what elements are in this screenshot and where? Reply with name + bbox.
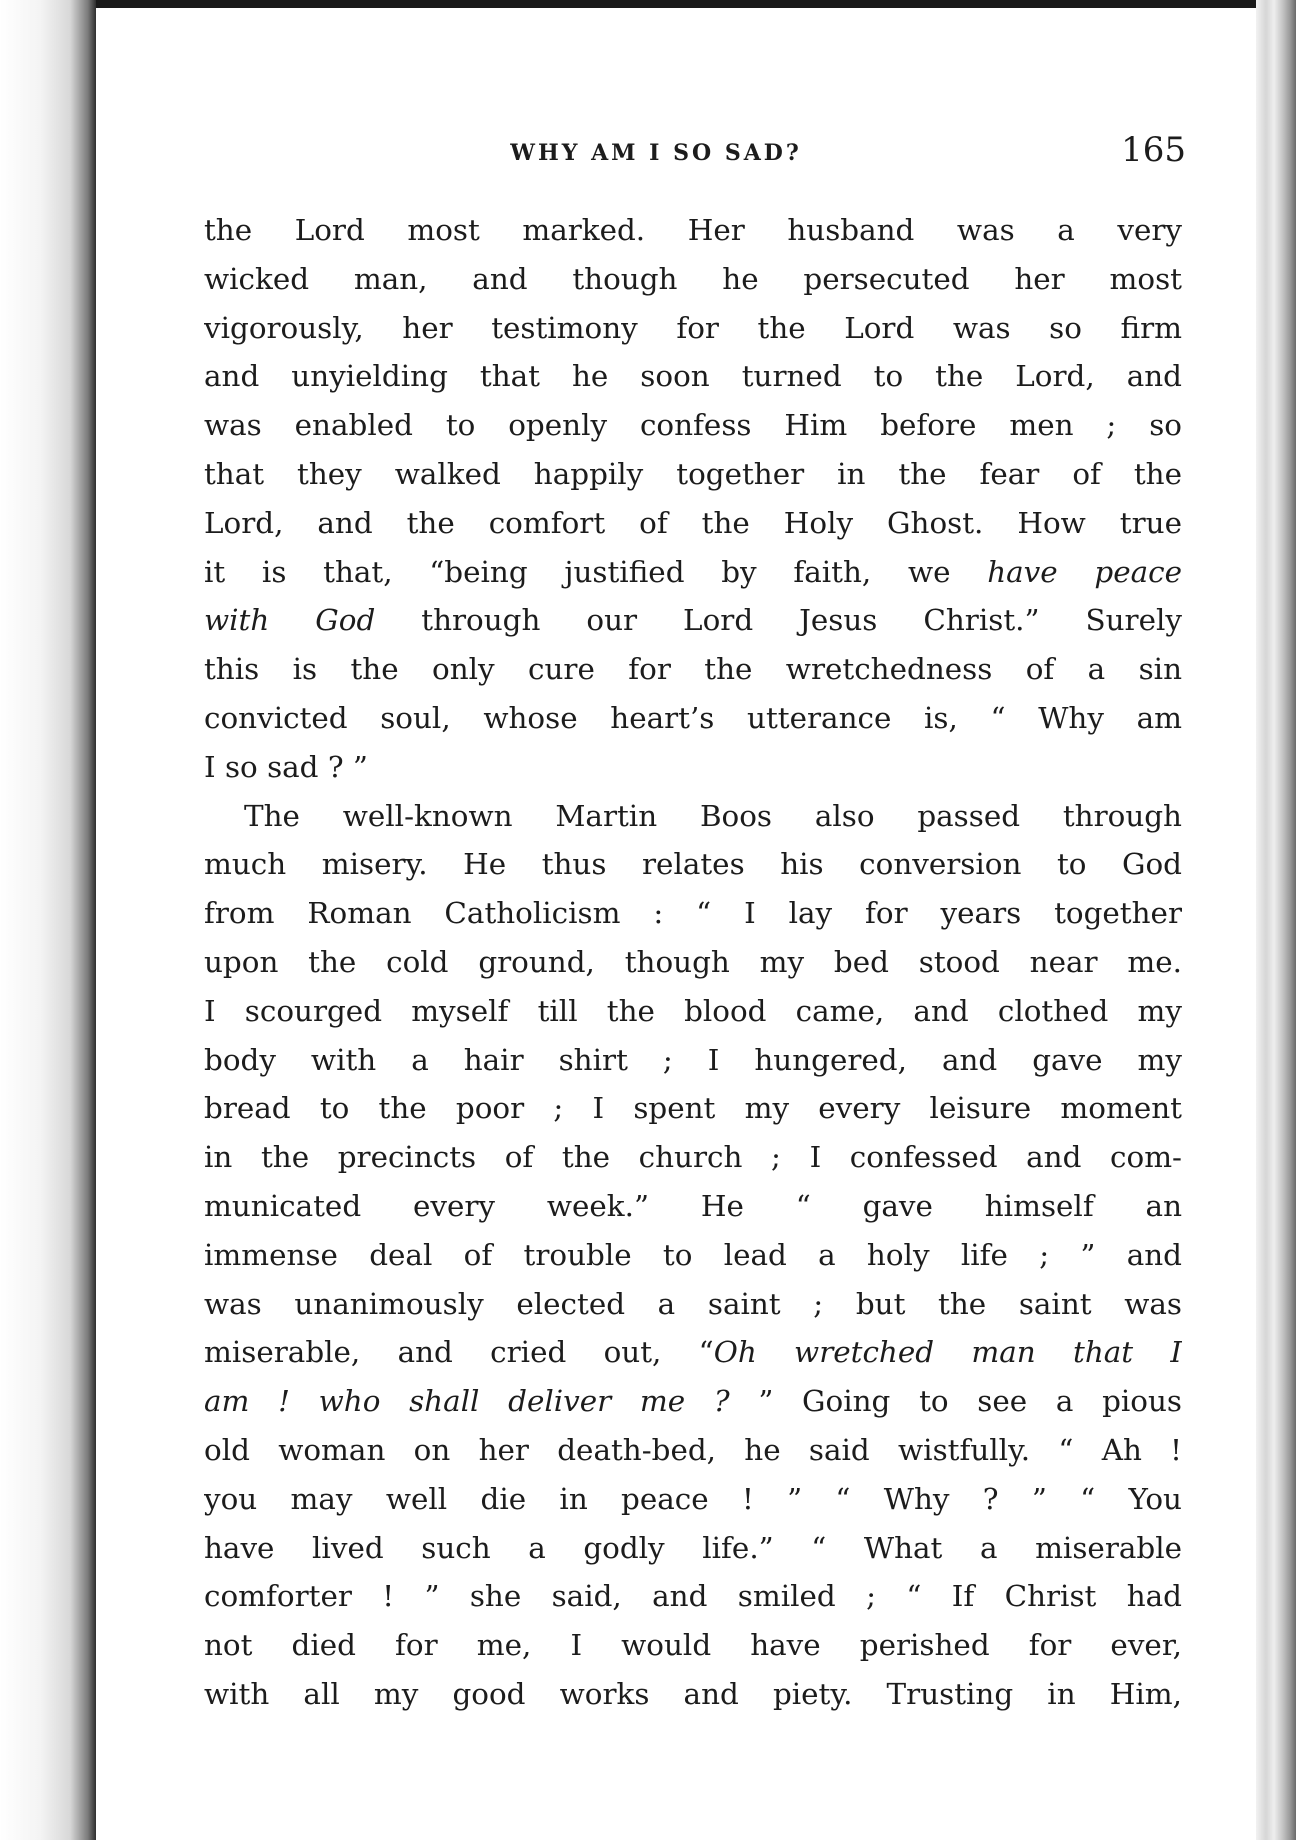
text-line: you may well die in peace ! ” “ Why ? ” “ You [204,1481,1182,1516]
text-line: was enabled to openly confess Him before men ; so [204,408,1182,443]
text-line: bread to the poor ; I spent my every leisure moment [204,1091,1182,1126]
text-line: and unyielding that he soon turned to the Lord, and [204,359,1182,394]
text-line: with God through our Lord Jesus Christ.” Surely [204,603,1182,638]
chapter-title: WHY AM I SO SAD? [510,140,802,166]
text-line: not died for me, I would have perished for ever, [204,1628,1182,1663]
italic-text: with God [204,603,376,638]
text-line: it is that, “being justified by faith, we have peace [204,554,1182,589]
text-line: I scourged myself till the blood came, and clothed my [204,993,1182,1028]
text-line: Lord, and the comfort of the Holy Ghost. How true [204,505,1182,540]
text-line: I so sad ? ” [204,749,368,784]
text-line: in the precincts of the church ; I confessed and com- [204,1140,1182,1175]
italic-text: have peace [987,554,1182,589]
text-line: comforter ! ” she said, and smiled ; “ If Christ had [204,1579,1182,1614]
text-line: much misery. He thus relates his conversion to God [204,847,1182,882]
text-line: was unanimously elected a saint ; but the saint was [204,1286,1182,1321]
scan-border-top [0,0,1296,8]
text-line: miserable, and cried out, “Oh wretched man that I [204,1335,1182,1370]
text-line: from Roman Catholicism : “ I lay for years together [204,896,1182,931]
text-line: wicked man, and though he persecuted her most [204,261,1182,296]
book-gutter-shadow [0,0,96,1840]
text-line: municated every week.” He “ gave himself an [204,1188,1182,1223]
running-head [96,126,1256,186]
text-line: body with a hair shirt ; I hungered, and gave my [204,1042,1182,1077]
text-line: vigorously, her testimony for the Lord was so firm [204,310,1182,345]
book-page [96,8,1256,1840]
text-line: with all my good works and piety. Trusting in Him, [204,1676,1182,1711]
page-number: 165 [1121,130,1186,170]
page-edge-stack [1256,0,1296,1840]
text-line: am ! who shall deliver me ? ” Going to see a pious [204,1384,1182,1419]
text-line: this is the only cure for the wretchedness of a sin [204,652,1182,687]
paragraph-start-line: The well-known Martin Boos also passed through [244,798,1182,833]
text-line: convicted soul, whose heart’s utterance is, “ Why am [204,700,1182,735]
text-line: the Lord most marked. Her husband was a very [204,213,1182,247]
text-line: have lived such a godly life.” “ What a miserable [204,1530,1182,1565]
text-line: upon the cold ground, though my bed stood near me. [204,944,1182,979]
text-line: old woman on her death-bed, he said wistfully. “ Ah ! [204,1432,1182,1467]
italic-text: Oh wretched man that I [713,1335,1182,1370]
text-line: immense deal of trouble to lead a holy life ; ” and [204,1237,1182,1272]
body-text [204,206,1182,1719]
text-line: that they walked happily together in the fear of the [204,456,1182,491]
italic-text: am ! who shall deliver me ? [204,1384,730,1419]
